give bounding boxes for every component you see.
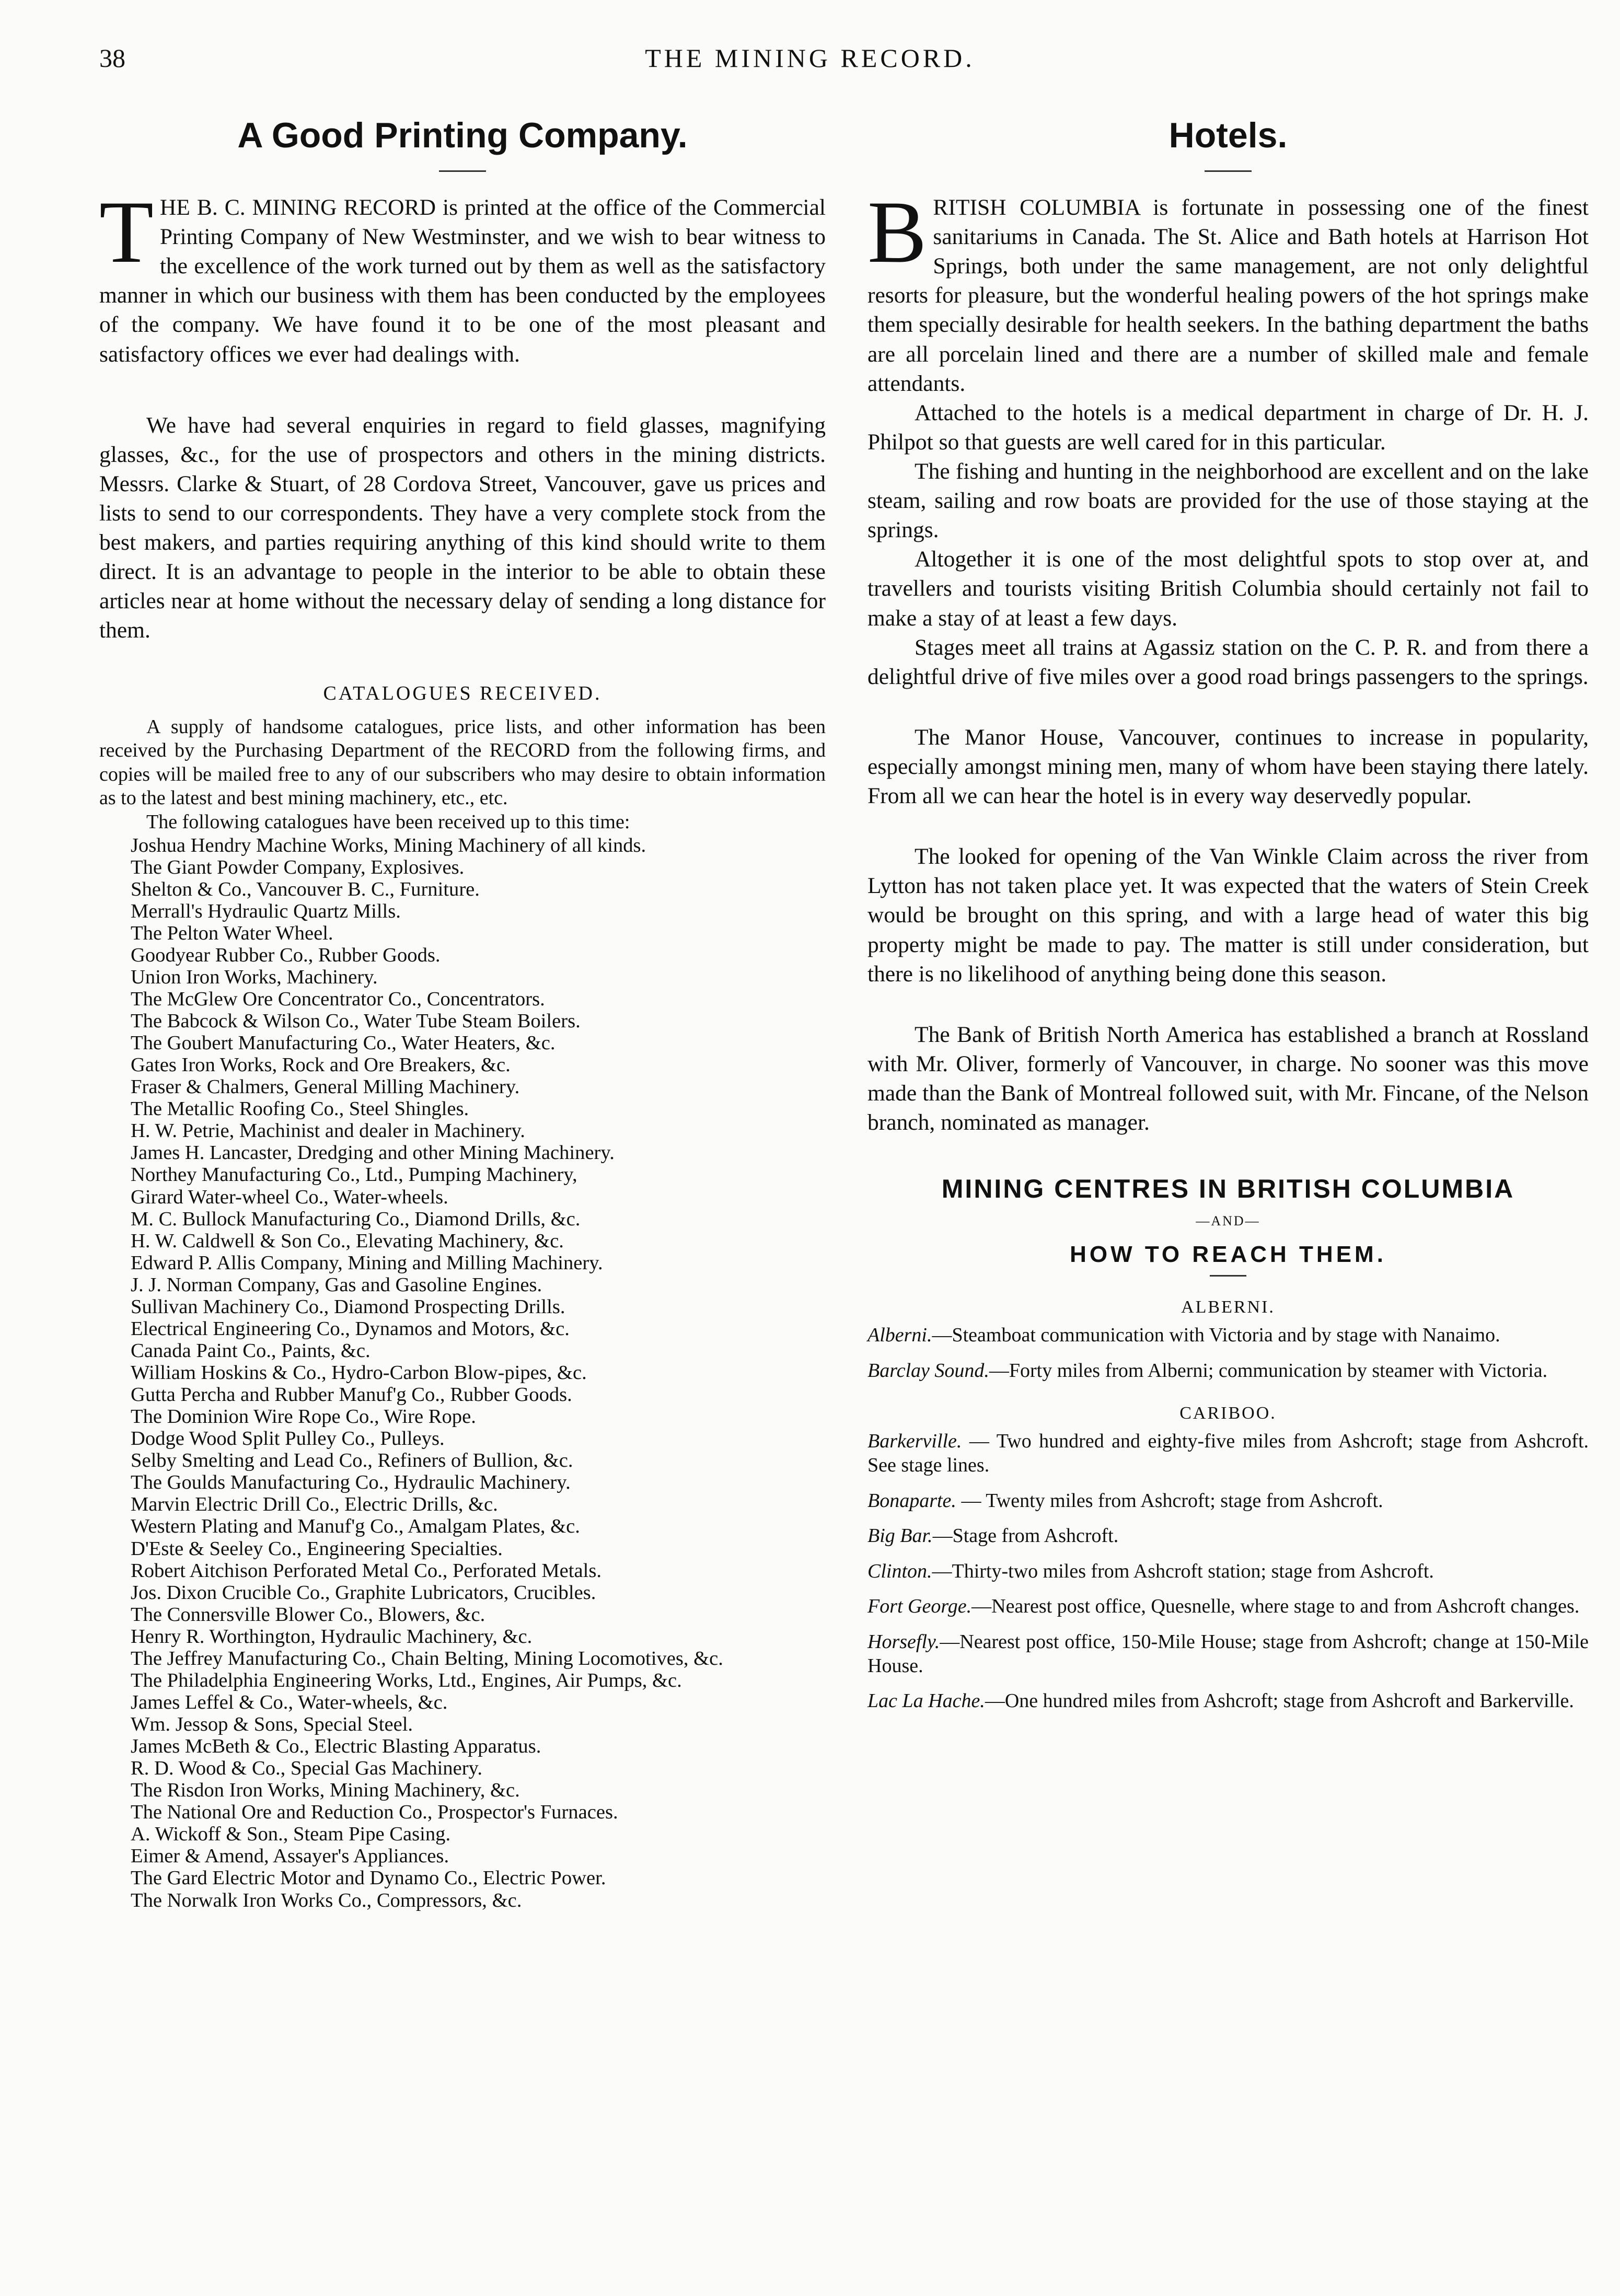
- centre-directions: — Two hundred and eighty-five miles from Ashcroft; stage from Ashcroft. See stage lines.: [867, 1430, 1589, 1476]
- catalogue-item: The Connersville Blower Co., Blowers, &c.: [131, 1603, 485, 1626]
- catalogue-item: James H. Lancaster, Dredging and other Mining Machinery.: [131, 1142, 615, 1164]
- catalogue-item: The Pelton Water Wheel.: [131, 922, 333, 944]
- catalogue-item: James McBeth & Co., Electric Blasting Apparatus.: [131, 1735, 541, 1758]
- catalogue-item: H. W. Petrie, Machinist and dealer in Machinery.: [131, 1120, 525, 1142]
- centre-entry: [867, 1359, 1589, 1383]
- centre-entry: [867, 1524, 1589, 1548]
- catalogue-item: The McGlew Ore Concentrator Co., Concentrators.: [131, 988, 545, 1010]
- hotels-paragraph: [867, 183, 1589, 398]
- centre-entry: [867, 1630, 1589, 1678]
- catalogue-item: The Goubert Manufacturing Co., Water Heaters, &c.: [131, 1032, 556, 1054]
- centre-name: Lac La Hache.: [867, 1690, 985, 1712]
- centre-entry: [867, 1324, 1589, 1348]
- centre-entry: [867, 1489, 1589, 1513]
- centre-entry: [867, 1595, 1589, 1619]
- catalogue-item: Joshua Hendry Machine Works, Mining Machinery of all kinds.: [131, 834, 646, 856]
- centre-directions: —Forty miles from Alberni; communication by steamer with Victoria.: [989, 1359, 1548, 1382]
- catalogue-item: Western Plating and Manuf'g Co., Amalgam Plates, &c.: [131, 1515, 580, 1538]
- medical-paragraph: Attached to the hotels is a medical department in charge of Dr. H. J. Philpot so that guests are well cared for in this particular.: [867, 400, 1589, 455]
- catalogue-item: The Dominion Wire Rope Co., Wire Rope.: [131, 1406, 476, 1428]
- mining-centres-subtitle: HOW TO REACH THEM.: [1070, 1242, 1386, 1268]
- catalogue-item: Electrical Engineering Co., Dynamos and Motors, &c.: [131, 1317, 570, 1340]
- catalogue-item: The Philadelphia Engineering Works, Ltd., Engines, Air Pumps, &c.: [131, 1669, 682, 1691]
- catalogue-item: Eimer & Amend, Assayer's Appliances.: [131, 1845, 449, 1868]
- catalogue-item: The National Ore and Reduction Co., Prospector's Furnaces.: [131, 1801, 618, 1824]
- bank-paragraph: The Bank of British North America has established a branch at Rossland with Mr. Oliver, formerly of Vancouver, in charge. No sooner was this move made than the Bank of Montreal followed suit, with Mr. Fincane, of the Nelson branch, nominated as manager.: [867, 1022, 1589, 1135]
- catalogue-item: H. W. Caldwell & Son Co., Elevating Machinery, &c.: [131, 1230, 564, 1252]
- printing-paragraph: [99, 183, 826, 369]
- catalogue-item: The Metallic Roofing Co., Steel Shingles.: [131, 1098, 469, 1120]
- region-heading: ALBERNI.: [1181, 1297, 1275, 1317]
- catalogue-item: Dodge Wood Split Pulley Co., Pulleys.: [131, 1428, 445, 1450]
- region-list: [867, 1297, 1589, 1713]
- catalogue-item: J. J. Norman Company, Gas and Gasoline Engines.: [131, 1273, 542, 1296]
- catalogue-item: Merrall's Hydraulic Quartz Mills.: [131, 900, 401, 922]
- region-heading: CARIBOO.: [1179, 1404, 1277, 1423]
- mining-centres-title: MINING CENTRES IN BRITISH COLUMBIA: [941, 1174, 1515, 1204]
- catalogue-list: [99, 834, 826, 1911]
- hotels-title: Hotels.: [1168, 115, 1288, 155]
- dropcap: T: [99, 183, 154, 281]
- section-rule: [1210, 1275, 1246, 1277]
- centre-directions: —Nearest post office, Quesnelle, where stage to and from Ashcroft changes.: [971, 1595, 1580, 1618]
- catalogue-item: The Giant Powder Company, Explosives.: [131, 856, 465, 878]
- running-head: [0, 43, 1620, 90]
- catalogue-item: Marvin Electric Drill Co., Electric Drills, &c.: [131, 1493, 498, 1516]
- catalogue-item: The Babcock & Wilson Co., Water Tube Steam Boilers.: [131, 1010, 581, 1032]
- catalogue-item: Canada Paint Co., Paints, &c.: [131, 1339, 371, 1362]
- centre-name: Big Bar.: [867, 1525, 933, 1547]
- catalogue-item: Sullivan Machinery Co., Diamond Prospecting Drills.: [131, 1295, 565, 1318]
- centre-entry: [867, 1430, 1589, 1477]
- centre-directions: —One hundred miles from Ashcroft; stage from Ashcroft and Barkerville.: [985, 1690, 1574, 1712]
- catalogue-item: James Leffel & Co., Water-wheels, &c.: [131, 1691, 448, 1713]
- catalogues-heading: CATALOGUES RECEIVED.: [323, 682, 602, 704]
- centre-name: Alberni.: [867, 1324, 932, 1347]
- catalogue-item: Henry R. Worthington, Hydraulic Machinery, &c.: [131, 1625, 533, 1648]
- altogether-paragraph: Altogether it is one of the most delightful spots to stop over at, and travellers and tourists visiting British Columbia should certainly not fail to make a stay of at least a few days.: [867, 547, 1589, 631]
- centre-directions: —Nearest post office, 150-Mile House; stage from Ashcroft; change at 150-Mile House.: [867, 1630, 1589, 1677]
- centre-name: Bonaparte.: [867, 1489, 956, 1512]
- and-separator: —AND—: [1196, 1213, 1260, 1229]
- catalogue-item: D'Este & Seeley Co., Engineering Specialties.: [131, 1537, 503, 1560]
- catalogue-item: The Jeffrey Manufacturing Co., Chain Belting, Mining Locomotives, &c.: [131, 1647, 723, 1669]
- van-winkle-paragraph: The looked for opening of the Van Winkle Claim across the river from Lytton has not taken place yet. It was expected that the waters of Stein Creek would be brought on this spring, and with a large head of water this big property might be made to pay. The matter is still under consideration, but there is no likelihood of anything being done this season.: [867, 844, 1589, 987]
- printing-title: A Good Printing Company.: [237, 115, 688, 155]
- catalogue-item: William Hoskins & Co., Hydro-Carbon Blow-pipes, &c.: [131, 1362, 587, 1384]
- right-column: [867, 115, 1589, 1725]
- catalogue-item: A. Wickoff & Son., Steam Pipe Casing.: [131, 1823, 451, 1846]
- catalogue-item: Robert Aitchison Perforated Metal Co., Perforated Metals.: [131, 1559, 602, 1582]
- centre-name: Horsefly.: [867, 1630, 940, 1653]
- title-rule: [1205, 170, 1252, 172]
- catalogue-item: Wm. Jessop & Sons, Special Steel.: [131, 1713, 413, 1735]
- centre-directions: —Stage from Ashcroft.: [932, 1525, 1119, 1547]
- title-rule: [439, 170, 486, 172]
- centre-name: Barclay Sound.: [867, 1359, 989, 1382]
- catalogue-item: Gates Iron Works, Rock and Ore Breakers, &c.: [131, 1054, 511, 1076]
- centre-name: Fort George.: [867, 1595, 972, 1618]
- catalogue-item: The Norwalk Iron Works Co., Compressors, &c.: [131, 1889, 522, 1911]
- field-glasses-paragraph: We have had several enquiries in regard to field glasses, magnifying glasses, &c., for the use of prospectors and others in the mining districts. Messrs. Clarke & Stuart, of 28 Cordova Street, Vancouver, gave us prices and lists to send to our correspondents. They have a very complete stock from the best makers, and parties requiring anything of this kind should write to them direct. It is an advantage to people in the interior to be able to obtain these articles near at home without the necessary delay of sending a long distance for them.: [99, 412, 826, 643]
- centre-name: Clinton.: [867, 1560, 932, 1582]
- catalogue-item: Shelton & Co., Vancouver B. C., Furniture.: [131, 878, 480, 900]
- journal-title: THE MINING RECORD.: [645, 43, 975, 73]
- centre-directions: —Thirty-two miles from Ashcroft station; stage from Ashcroft.: [932, 1560, 1434, 1582]
- catalogue-item: Girard Water-wheel Co., Water-wheels.: [131, 1186, 448, 1208]
- manor-house-paragraph: The Manor House, Vancouver, continues to increase in popularity, especially amongst mining men, many of whom have been staying there lately. From all we can hear the hotel is in every way deservedly popular.: [867, 724, 1589, 809]
- catalogue-item: The Goulds Manufacturing Co., Hydraulic Machinery.: [131, 1471, 571, 1494]
- catalogue-item: Edward P. Allis Company, Mining and Milling Machinery.: [131, 1251, 603, 1274]
- catalogues-lead: The following catalogues have been received up to this time:: [146, 810, 630, 833]
- catalogue-item: Northey Manufacturing Co., Ltd., Pumping Machinery,: [131, 1164, 577, 1186]
- centre-entry: [867, 1689, 1589, 1713]
- catalogue-item: M. C. Bullock Manufacturing Co., Diamond Drills, &c.: [131, 1208, 581, 1230]
- centre-name: Barkerville.: [867, 1430, 962, 1453]
- catalogue-item: Jos. Dixon Crucible Co., Graphite Lubricators, Crucibles.: [131, 1581, 596, 1604]
- catalogues-intro: A supply of handsome catalogues, price lists, and other information has been received by the Purchasing Department of the RECORD from the following firms, and copies will be mailed free to any of our subscribers who may desire to obtain information as to the latest and best mining machinery, etc., etc.: [99, 715, 826, 809]
- dropcap: B: [867, 183, 927, 281]
- page-number: 38: [99, 43, 125, 73]
- catalogue-item: R. D. Wood & Co., Special Gas Machinery.: [131, 1757, 482, 1780]
- catalogue-item: Gutta Percha and Rubber Manuf'g Co., Rubber Goods.: [131, 1384, 572, 1406]
- catalogue-item: Goodyear Rubber Co., Rubber Goods.: [131, 944, 441, 966]
- fishing-paragraph: The fishing and hunting in the neighborhood are excellent and on the lake steam, sailing and row boats are provided for the use of those staying at the springs.: [867, 458, 1589, 543]
- catalogue-item: Union Iron Works, Machinery.: [131, 966, 378, 988]
- centre-directions: — Twenty miles from Ashcroft; stage from Ashcroft.: [956, 1489, 1383, 1512]
- printing-text: HE B. C. MINING RECORD is printed at the office of the Commercial Printing Company of New Westminster, and we wish to bear witness to the excellence of the work turned out by them as well as the satisfactory manner in which our business with them has been conducted by the employees of the company. We have found it to be one of the most pleasant and satisfactory offices we ever had dealings with.: [99, 195, 826, 367]
- stages-paragraph: Stages meet all trains at Agassiz station on the C. P. R. and from there a delightful drive of five miles over a good road brings passengers to the springs.: [867, 634, 1589, 689]
- catalogue-item: Selby Smelting and Lead Co., Refiners of Bullion, &c.: [131, 1450, 573, 1472]
- catalogue-item: The Risdon Iron Works, Mining Machinery, &c.: [131, 1779, 520, 1802]
- hotels-text: RITISH COLUMBIA is fortunate in possessing one of the finest sanitariums in Canada. The St. Alice and Bath hotels at Harrison Hot Springs, both under the same management, are not only delightful resorts for pleasure, but the wonderful healing powers of the hot springs make them specially desirable for health seekers. In the bathing department the baths are all porcelain lined and there are a number of skilled male and female attendants.: [867, 195, 1589, 396]
- left-column: [99, 115, 826, 1911]
- catalogue-item: The Gard Electric Motor and Dynamo Co., Electric Power.: [131, 1867, 606, 1889]
- centre-entry: [867, 1560, 1589, 1584]
- centre-directions: —Steamboat communication with Victoria and by stage with Nanaimo.: [932, 1324, 1500, 1347]
- catalogue-item: Fraser & Chalmers, General Milling Machinery.: [131, 1076, 520, 1098]
